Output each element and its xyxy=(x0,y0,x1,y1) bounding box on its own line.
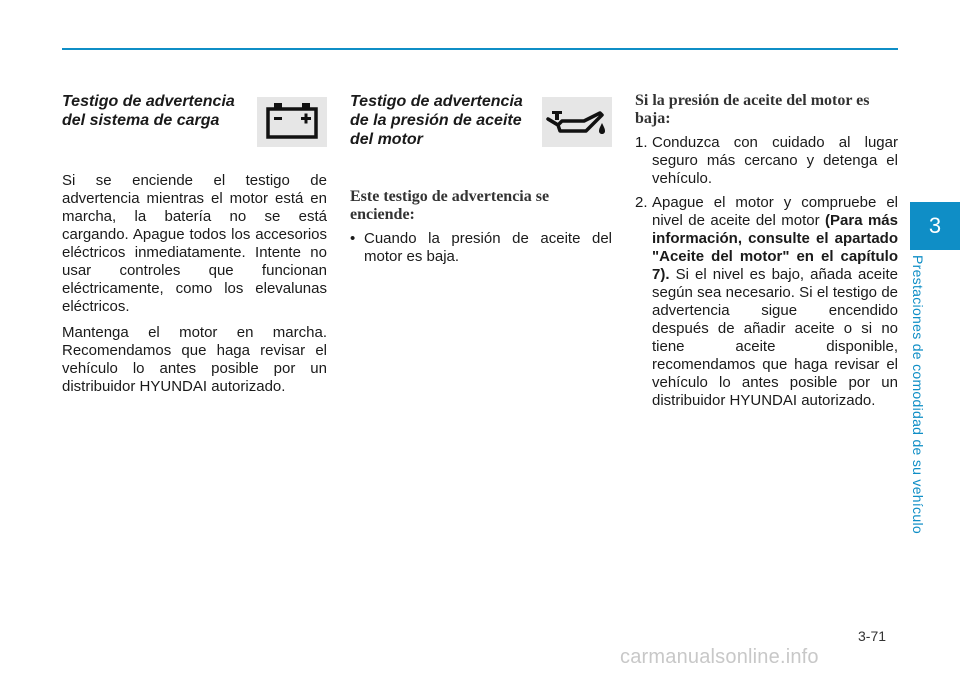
section-low-oil-steps xyxy=(635,92,898,416)
chapter-label-text: Prestaciones de comodidad de su vehículo xyxy=(910,255,926,534)
step-bold-reference: (Para más información, consulte el apartado " xyxy=(652,212,898,265)
list-item xyxy=(350,230,612,266)
step-bold-reference-end: " en el capítulo 7). xyxy=(652,248,898,283)
battery-icon xyxy=(257,97,327,147)
page-number: 3-71 xyxy=(858,628,887,644)
list-item xyxy=(635,134,898,188)
step-bold-reference-title: Aceite del motor xyxy=(659,248,783,265)
step-number: 1. xyxy=(635,134,648,151)
step-text: Conduzca con cuidado al lugar seguro más cercano y detenga el vehículo. xyxy=(652,134,898,187)
section-charging-system xyxy=(62,92,327,404)
top-rule xyxy=(62,48,898,50)
bullet-mark: • xyxy=(350,230,356,247)
chapter-label xyxy=(910,255,948,535)
watermark: carmanualsonline.info xyxy=(620,646,819,668)
oil-can-icon xyxy=(542,97,612,147)
step-text: Si el nivel es bajo, añada aceite según sea necesario. Si el testigo de advertencia sigue encendido después de añadir aceite o si no tiene aceite disponible, recomendamos que haga revisar el vehículo lo antes posible por un distribuidor HYUNDAI autorizado. xyxy=(652,266,898,409)
list-item-text: Cuando la presión de aceite del motor es baja. xyxy=(364,230,612,265)
heading-row xyxy=(350,92,612,156)
subheading: Si la presión de aceite del motor es baja: xyxy=(635,92,870,127)
paragraph: Si se enciende el testigo de advertencia mientras el motor está en marcha, la batería no se está cargando. Apague todos los accesorios eléctricos inmediatamente. Intente no usar controles que funcionan eléctricamente, como los elevalunas eléctricos. xyxy=(62,172,327,315)
section-heading: Testigo de advertencia de la presión de aceite del motor xyxy=(350,93,523,148)
subheading: Este testigo de advertencia se enciende: xyxy=(350,188,550,223)
section-heading: Testigo de advertencia del sistema de carga xyxy=(62,93,235,129)
step-text: Apague el motor y compruebe el nivel de aceite del motor xyxy=(652,194,898,229)
heading-row xyxy=(62,92,327,156)
steps-list xyxy=(635,134,898,410)
chapter-tab: 3 xyxy=(910,202,960,250)
list-item xyxy=(635,194,898,410)
section-oil-pressure xyxy=(350,92,612,266)
paragraph: Mantenga el motor en marcha. Recomendamos que haga revisar el vehículo lo antes posible por un distribuidor HYUNDAI autorizado. xyxy=(62,324,327,395)
bullet-list xyxy=(350,230,612,266)
step-number: 2. xyxy=(635,194,648,211)
